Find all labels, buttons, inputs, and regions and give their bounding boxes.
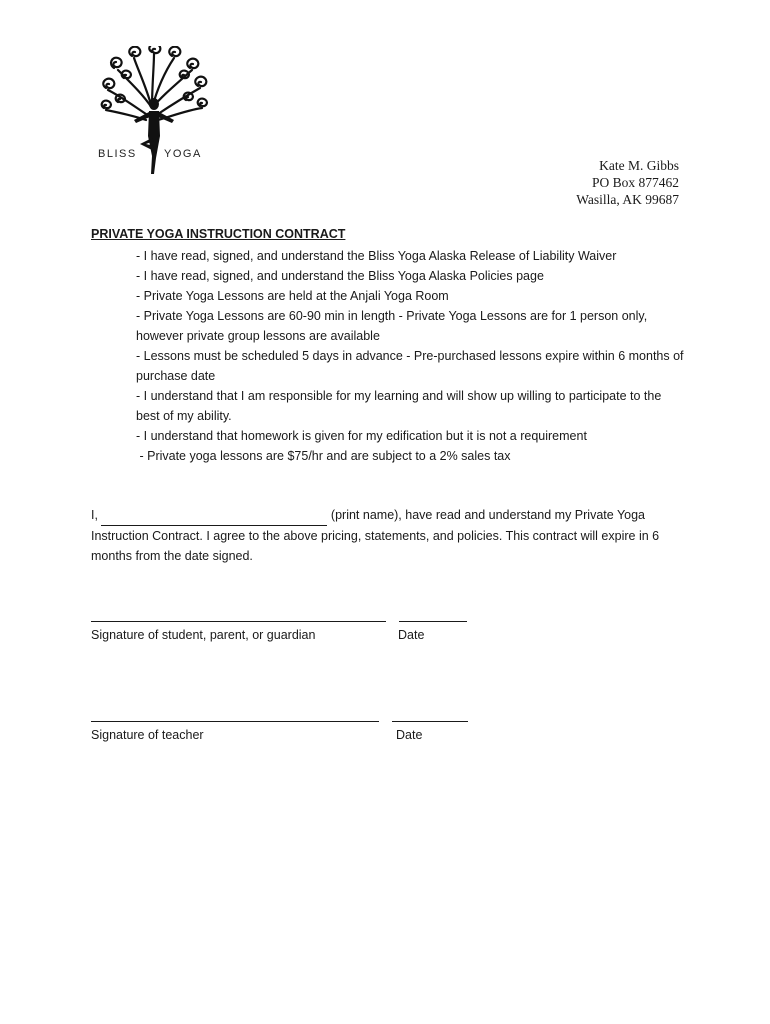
student-signature-label: Signature of student, parent, or guardian <box>91 628 316 642</box>
term-item: - I have read, signed, and understand the Bliss Yoga Alaska Release of Liability Waiver <box>136 249 617 263</box>
student-signature-block <box>91 608 691 646</box>
student-date-label: Date <box>398 628 425 642</box>
print-name-field[interactable] <box>101 513 327 526</box>
term-item: - I understand that homework is given for my edification but it is not a requirement <box>136 429 587 443</box>
teacher-date-label: Date <box>396 728 423 742</box>
address-name: Kate M. Gibbs <box>599 158 679 173</box>
contract-title: PRIVATE YOGA INSTRUCTION CONTRACT <box>91 227 346 241</box>
term-item: - I understand that I am responsible for my learning and will show up willing to participate to the best of my ability. <box>136 389 662 423</box>
teacher-signature-block <box>91 708 691 746</box>
address-block <box>576 157 679 208</box>
term-item: - Private Yoga Lessons are held at the Anjali Yoga Room <box>136 289 449 303</box>
teacher-date-field[interactable] <box>392 709 468 722</box>
logo-text-bliss: BLISS <box>98 148 137 160</box>
logo-text-yoga: YOGA <box>164 148 202 160</box>
agreement-text: (print name), have read and understand my Private Yoga Instruction Contract. I agree to the above pricing, statements, and policies. This contract will expire in 6 months from the date signed. <box>91 508 660 563</box>
agreement-prefix: I, <box>91 508 98 522</box>
agreement-paragraph <box>91 505 686 567</box>
term-item: - Private Yoga Lessons are 60-90 min in length - Private Yoga Lessons are for 1 person only, however private group lessons are available <box>136 309 648 343</box>
student-date-field[interactable] <box>399 609 467 622</box>
term-item: - I have read, signed, and understand the Bliss Yoga Alaska Policies page <box>136 269 544 283</box>
student-signature-field[interactable] <box>91 609 386 622</box>
term-item: - Private yoga lessons are $75/hr and are subject to a 2% sales tax <box>136 449 511 463</box>
teacher-signature-label: Signature of teacher <box>91 728 204 742</box>
address-po-box: PO Box 877462 <box>591 175 679 190</box>
address-city: Wasilla, AK 99687 <box>576 192 679 207</box>
teacher-signature-field[interactable] <box>91 709 379 722</box>
term-item: - Lessons must be scheduled 5 days in advance - Pre-purchased lessons expire within 6 months of purchase date <box>136 349 684 383</box>
terms-list <box>136 246 684 466</box>
